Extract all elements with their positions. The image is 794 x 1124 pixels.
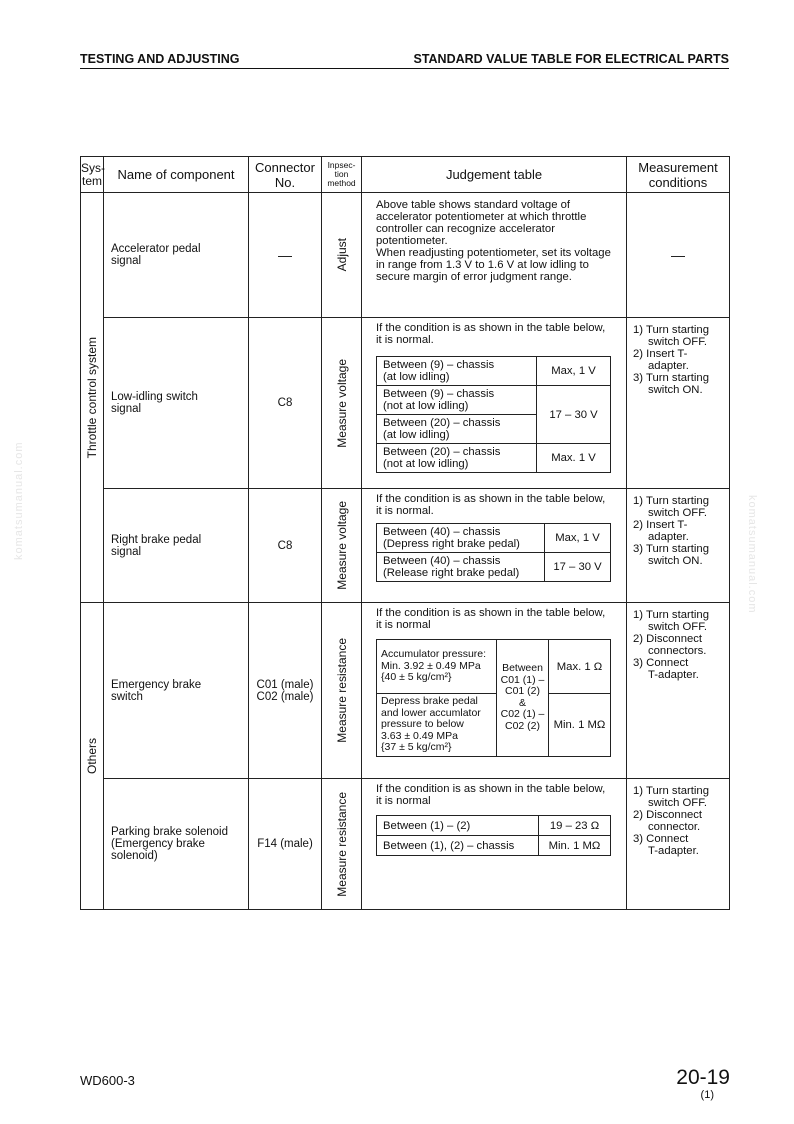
condition: Between (1) – (2) (377, 816, 539, 836)
condition: Between (40) – chassis (Release right brake pedal) (377, 553, 545, 582)
measurement-conditions (627, 318, 730, 489)
step: 2) Disconnect (633, 633, 703, 645)
condition: Between (20) – chassis (not at low idling) (377, 444, 537, 473)
judgement-subtable (376, 639, 611, 757)
judgement-intro: If the condition is as shown in the table below, it is normal. (376, 322, 606, 346)
step: adapter. (648, 360, 689, 372)
step: switch ON. (648, 384, 703, 396)
judgement-intro: If the condition is as shown in the table below, it is normal. (376, 493, 606, 517)
footer-page-number: 20-19 (676, 1066, 730, 1089)
watermark-right: komatsumanual.com (746, 495, 758, 614)
header-page-title: STANDARD VALUE TABLE FOR ELECTRICAL PARTS (413, 52, 729, 66)
value: Max. 1 Ω (549, 640, 611, 694)
step: 2) Insert T- (633, 519, 688, 531)
system-label: Throttle control system (85, 336, 99, 459)
step: 1) Turn starting (633, 495, 709, 507)
value: Min. 1 MΩ (549, 694, 611, 757)
watermark-left: komatsumanual.com (13, 441, 25, 560)
connector-no: — (249, 193, 322, 318)
judgement-subtable (376, 523, 611, 582)
condition: Accumulator pressure: Min. 3.92 ± 0.49 MPa {40 ± 5 kg/cm²} (377, 640, 497, 694)
value: Max, 1 V (545, 524, 611, 553)
judgement-cell (362, 318, 627, 489)
inspection-method: Adjust (334, 238, 349, 272)
connector-no: C01 (male) C02 (male) (249, 603, 322, 779)
system-cell-throttle (81, 193, 104, 603)
component-name: Parking brake solenoid (Emergency brake solenoid) (104, 779, 249, 910)
judgement-text: Above table shows standard voltage of accelerator potentiometer at which throttle controller can recognize accelerator potentiometer. When readjusting potentiometer, set its voltage in range from 1.3 V to 1.6 V at low idling to secure margin of error judgment range. (362, 193, 627, 318)
judgement-cell (362, 779, 627, 910)
method-cell (322, 779, 362, 910)
footer-revision: (1) (700, 1089, 714, 1101)
step: 3) Connect (633, 833, 689, 845)
footer-model: WD600-3 (80, 1073, 135, 1088)
inspection-method: Measure resistance (334, 791, 349, 897)
step: 2) Insert T- (633, 348, 688, 360)
condition: Between (20) – chassis (at low idling) (377, 415, 537, 444)
connector-no: F14 (male) (249, 779, 322, 910)
measurement-conditions (627, 779, 730, 910)
inspection-method: Measure voltage (334, 501, 349, 590)
standard-value-table (80, 156, 730, 910)
col-header-system: Sys- tem (81, 157, 104, 193)
step: T-adapter. (648, 669, 699, 681)
table-row (81, 603, 730, 779)
step: switch OFF. (648, 507, 707, 519)
header-section-title: TESTING AND ADJUSTING (80, 52, 240, 66)
method-cell (322, 603, 362, 779)
system-cell-others (81, 603, 104, 910)
measurement-conditions: — (627, 193, 730, 318)
value: Min. 1 MΩ (539, 836, 611, 856)
condition: Depress brake pedal and lower accumlator pressure to below 3.63 ± 0.49 MPa {37 ± 5 kg/cm²} (377, 694, 497, 757)
table-row (81, 193, 730, 318)
method-cell (322, 318, 362, 489)
judgement-cell (362, 603, 627, 779)
component-name: Right brake pedal signal (104, 489, 249, 603)
step: 3) Turn starting (633, 372, 709, 384)
value: 19 – 23 Ω (539, 816, 611, 836)
table-row (81, 489, 730, 603)
step: connector. (648, 821, 701, 833)
judgement-subtable (376, 356, 611, 473)
step: 3) Turn starting (633, 543, 709, 555)
table-row (81, 318, 730, 489)
component-name: Emergency brake switch (104, 603, 249, 779)
inspection-method: Measure voltage (334, 358, 349, 448)
step: connectors. (648, 645, 707, 657)
step: adapter. (648, 531, 689, 543)
value: Max, 1 V (537, 357, 611, 386)
step: 1) Turn starting (633, 785, 709, 797)
judgement-intro: If the condition is as shown in the table below, it is normal (376, 783, 606, 807)
step: switch OFF. (648, 797, 707, 809)
component-name: Accelerator pedal signal (104, 193, 249, 318)
col-header-measurement: Measurement conditions (627, 157, 730, 193)
header-rule (80, 68, 729, 69)
col-header-component: Name of component (104, 157, 249, 193)
step: 3) Connect (633, 657, 689, 669)
step: switch ON. (648, 555, 703, 567)
system-label: Others (85, 737, 99, 774)
step: 1) Turn starting (633, 324, 709, 336)
condition: Between (1), (2) – chassis (377, 836, 539, 856)
step: 2) Disconnect (633, 809, 703, 821)
col-header-inspection: Inpsec- tion method (322, 157, 362, 193)
table-row (81, 779, 730, 910)
measurement-conditions (627, 489, 730, 603)
measurement-conditions (627, 603, 730, 779)
method-cell (322, 489, 362, 603)
step: 1) Turn starting (633, 609, 709, 621)
condition: Between (40) – chassis (Depress right brake pedal) (377, 524, 545, 553)
step: switch OFF. (648, 621, 707, 633)
value: 17 – 30 V (537, 386, 611, 444)
col-header-connector: Connector No. (249, 157, 322, 193)
method-cell (322, 193, 362, 318)
step: switch OFF. (648, 336, 707, 348)
condition: Between (9) – chassis (at low idling) (377, 357, 537, 386)
connector-no: C8 (249, 489, 322, 603)
connector-no: C8 (249, 318, 322, 489)
condition: Between (9) – chassis (not at low idling) (377, 386, 537, 415)
judgement-subtable (376, 815, 611, 856)
between-terminals: Between C01 (1) – C01 (2) & C02 (1) – C02 (2) (497, 640, 549, 757)
inspection-method: Measure resistance (334, 638, 349, 743)
step: T-adapter. (648, 845, 699, 857)
component-name: Low-idling switch signal (104, 318, 249, 489)
judgement-cell (362, 489, 627, 603)
judgement-intro: If the condition is as shown in the table below, it is normal (376, 607, 606, 631)
value: Max. 1 V (537, 444, 611, 473)
value: 17 – 30 V (545, 553, 611, 582)
col-header-judgement: Judgement table (362, 157, 627, 193)
